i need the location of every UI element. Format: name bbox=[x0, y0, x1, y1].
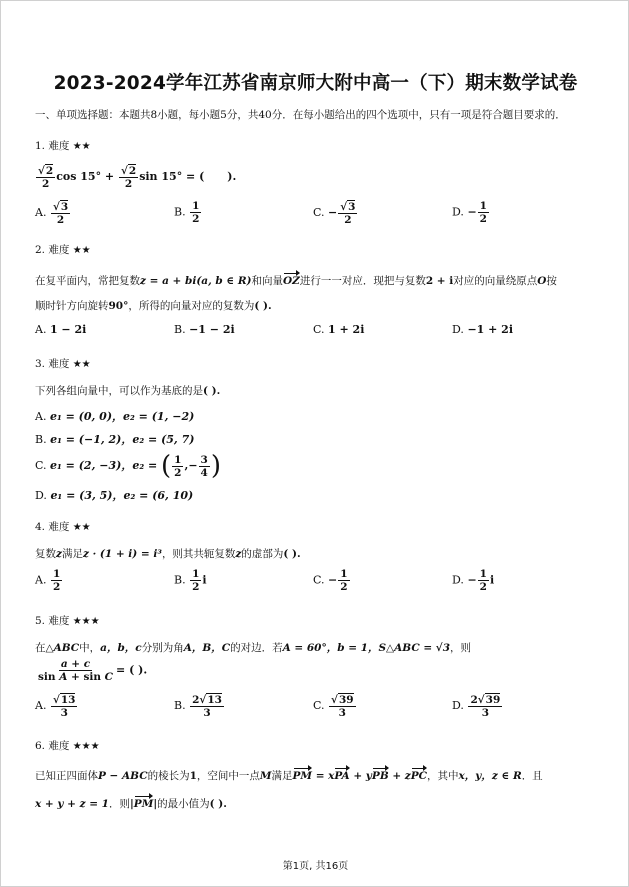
question-3-stem: 下列各组向量中，可以作为基底的是( ). bbox=[35, 385, 221, 397]
question-3-option-c: C. e₁ = (2, −3)，e₂ = ( $\frac{1}{2}$ ,− $\frac{3}{4}$ ) bbox=[35, 451, 221, 481]
question-3-option-a: A. e₁ = (0, 0)，e₂ = (1, −2) bbox=[35, 410, 195, 423]
question-6-stem-line2: x + y + z = 1．则|PM|的最小值为( ). bbox=[35, 798, 227, 810]
difficulty-stars: ★★ bbox=[72, 141, 91, 152]
question-1-option-b: B. $\frac{1}{2}$ bbox=[174, 200, 200, 225]
question-6-stem-line1: 已知正四面体P − ABC的棱长为1，空间中一点M满足PM = xPA + yPB + zPC，其中x，y，z ∈ R．且 bbox=[35, 770, 543, 782]
question-2-stem-line2: 顺时针方向旋转90°，所得的向量对应的复数为( ). bbox=[35, 300, 272, 312]
question-1-option-d: D. − $\frac{1}{2}$ bbox=[452, 200, 487, 225]
question-5-stem-line1: 在△ABC中，a，b，c分别为角A，B，C的对边．若A = 60°，b = 1，S△ABC = √3，则 bbox=[35, 642, 472, 654]
question-2-option-b: B. −1 − 2i bbox=[174, 323, 235, 336]
question-1-stem: $\frac{√2}{2}$ cos 15° + $\frac{√2}{2}$ sin 15° = ( ). bbox=[38, 165, 237, 190]
question-4-option-c: C. − $\frac{1}{2}$ bbox=[313, 568, 348, 593]
question-5-option-a: A. $\frac{√13}{3}$ bbox=[35, 694, 76, 719]
question-4-header: 4. 难度 ★★ bbox=[35, 521, 91, 533]
question-4-option-a: A. $\frac{1}{2}$ bbox=[35, 568, 61, 593]
page-title: 2023-2024学年江苏省南京师大附中高一（下）期末数学试卷 bbox=[53, 73, 578, 94]
question-3-header: 3. 难度 ★★ bbox=[35, 358, 91, 370]
page-footer: 第1页, 共16页 bbox=[282, 861, 349, 872]
difficulty-stars: ★★★ bbox=[72, 616, 100, 627]
question-4-stem: 复数z满足z · (1 + i) = i³，则其共轭复数z的虚部为( ). bbox=[35, 548, 301, 560]
question-1-option-a: A. $\frac{√3}{2}$ bbox=[35, 201, 69, 226]
question-5-stem-line2: $\frac{a + c}{\text{sin A + sin C}}$ = ( ). bbox=[38, 658, 148, 683]
question-2-header: 2. 难度 ★★ bbox=[35, 244, 91, 256]
question-4-option-b: B. $\frac{1}{2}$ i bbox=[174, 568, 207, 593]
question-2-option-a: A. 1 − 2i bbox=[35, 323, 87, 336]
question-1-header: 1. 难度 ★★ bbox=[35, 140, 91, 152]
question-5-option-c: C. $\frac{√39}{3}$ bbox=[313, 694, 354, 719]
question-6-header: 6. 难度 ★★★ bbox=[35, 740, 100, 752]
difficulty-stars: ★★ bbox=[72, 522, 91, 533]
question-2-option-d: D. −1 + 2i bbox=[452, 323, 514, 336]
question-3-option-d: D. e₁ = (3, 5)，e₂ = (6, 10) bbox=[35, 489, 194, 502]
question-1-option-c: C. − $\frac{√3}{2}$ bbox=[313, 201, 356, 226]
question-2-stem-line1: 在复平面内，常把复数z = a + bi(a, b ∈ R)和向量OZ进行一一对应．现把与复数2 + i对应的向量绕原点O按 bbox=[35, 275, 557, 287]
question-5-option-d: D. $\frac{2√39}{3}$ bbox=[452, 694, 501, 719]
question-4-option-d: D. − $\frac{1}{2}$ i bbox=[452, 568, 495, 593]
question-2-option-c: C. 1 + 2i bbox=[313, 323, 365, 336]
difficulty-stars: ★★ bbox=[72, 245, 91, 256]
question-3-option-b: B. e₁ = (−1, 2)，e₂ = (5, 7) bbox=[35, 433, 195, 446]
section-intro: 一、单项选择题：本题共8小题，每小题5分，共40分．在每小题给出的四个选项中，只有一项是符合题目要求的． bbox=[35, 109, 566, 121]
question-5-option-b: B. $\frac{2√13}{3}$ bbox=[174, 694, 222, 719]
difficulty-stars: ★★★ bbox=[72, 741, 100, 752]
difficulty-stars: ★★ bbox=[72, 359, 91, 370]
question-5-header: 5. 难度 ★★★ bbox=[35, 615, 100, 627]
